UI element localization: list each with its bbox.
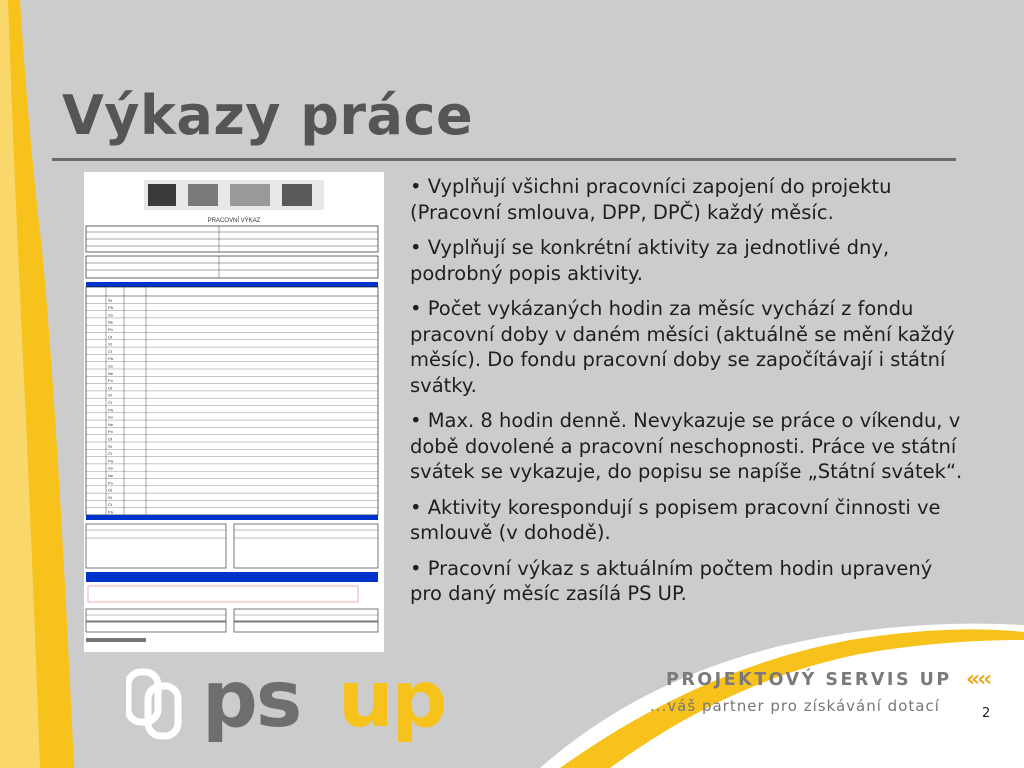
preview-day-label: St [108, 443, 112, 449]
preview-day-label: Ne [108, 370, 114, 376]
preview-day-label: Út [108, 487, 112, 493]
preview-day-label: Pá [108, 356, 113, 362]
preview-day-label: Pá [108, 305, 113, 311]
preview-day-label: Ne [108, 473, 114, 478]
bullet-item: • Max. 8 hodin denně. Nevykazuje se práce o víkendu, v době dovolené a pracovní neschopnosti. Práce ve státní svátek se vykazuje, do popisu se napíše „Státní svátek“. [410, 409, 963, 483]
preview-day-label: Po [108, 429, 113, 435]
preview-day-label: Pá [108, 509, 113, 515]
preview-day-label: Čt [108, 502, 112, 508]
preview-day-label: Po [108, 480, 113, 486]
preview-day-label: Čt [108, 348, 112, 354]
preview-day-label: St [108, 392, 112, 398]
preview-day-label: So [108, 414, 113, 420]
svg-text:ps: ps [202, 668, 301, 742]
preview-day-label: Po [108, 378, 113, 384]
bullet-item: • Počet vykázaných hodin za měsíc vychází z fondu pracovní doby v daném měsíci (aktuálně se mění každý měsíc). Do fondu pracovní doby se započítávají i státní svátky. [410, 297, 955, 397]
bullet-item: • Aktivity korespondují s popisem pracovní činnosti ve smlouvě (v dohodě). [410, 495, 941, 544]
svg-text:up: up [338, 668, 446, 742]
bullet-item: • Pracovní výkaz s aktuálním počtem hodin upravený pro daný měsíc zasílá PS UP. [410, 556, 933, 605]
preview-day-label: Čt [108, 400, 112, 405]
preview-day-label: Št [108, 297, 112, 303]
bullet-item: • Vyplňují se konkrétní aktivity za jednotlivé dny, podrobný popis aktivity. [410, 236, 890, 285]
psup-logo [126, 668, 466, 742]
preview-day-label: Pá [108, 407, 113, 413]
title-divider [52, 158, 956, 161]
preview-day-label: Čt [108, 451, 112, 457]
preview-day-label: Ne [108, 319, 114, 325]
brand-name: PROJEKTOVÝ SERVIS UP [666, 670, 952, 690]
preview-day-label: St [108, 341, 112, 347]
preview-day-label: Út [108, 385, 112, 391]
preview-day-label: Út [108, 436, 112, 442]
preview-day-label: St [108, 494, 112, 500]
slide-title: Výkazy práce [62, 84, 474, 147]
preview-day-label: So [108, 363, 113, 369]
preview-day-label: Ne [108, 421, 114, 427]
preview-title: PRACOVNÍ VÝKAZ [207, 218, 261, 224]
bullet-list [410, 174, 970, 617]
preview-day-label: So [108, 465, 113, 471]
preview-day-label: Po [108, 327, 113, 332]
brand-arrows-icon: «‹‹ [966, 667, 990, 692]
brand-tagline: ...váš partner pro získávání dotací [650, 697, 940, 715]
slide-number: 2 [982, 706, 991, 721]
preview-day-label: So [108, 312, 113, 318]
work-report-preview-image [84, 172, 384, 652]
preview-day-label: Út [108, 334, 112, 340]
preview-day-label: Pá [108, 458, 113, 464]
bullet-item: • Vyplňují všichni pracovníci zapojení do projektu (Pracovní smlouva, DPP, DPČ) každý měsíc. [410, 175, 892, 224]
